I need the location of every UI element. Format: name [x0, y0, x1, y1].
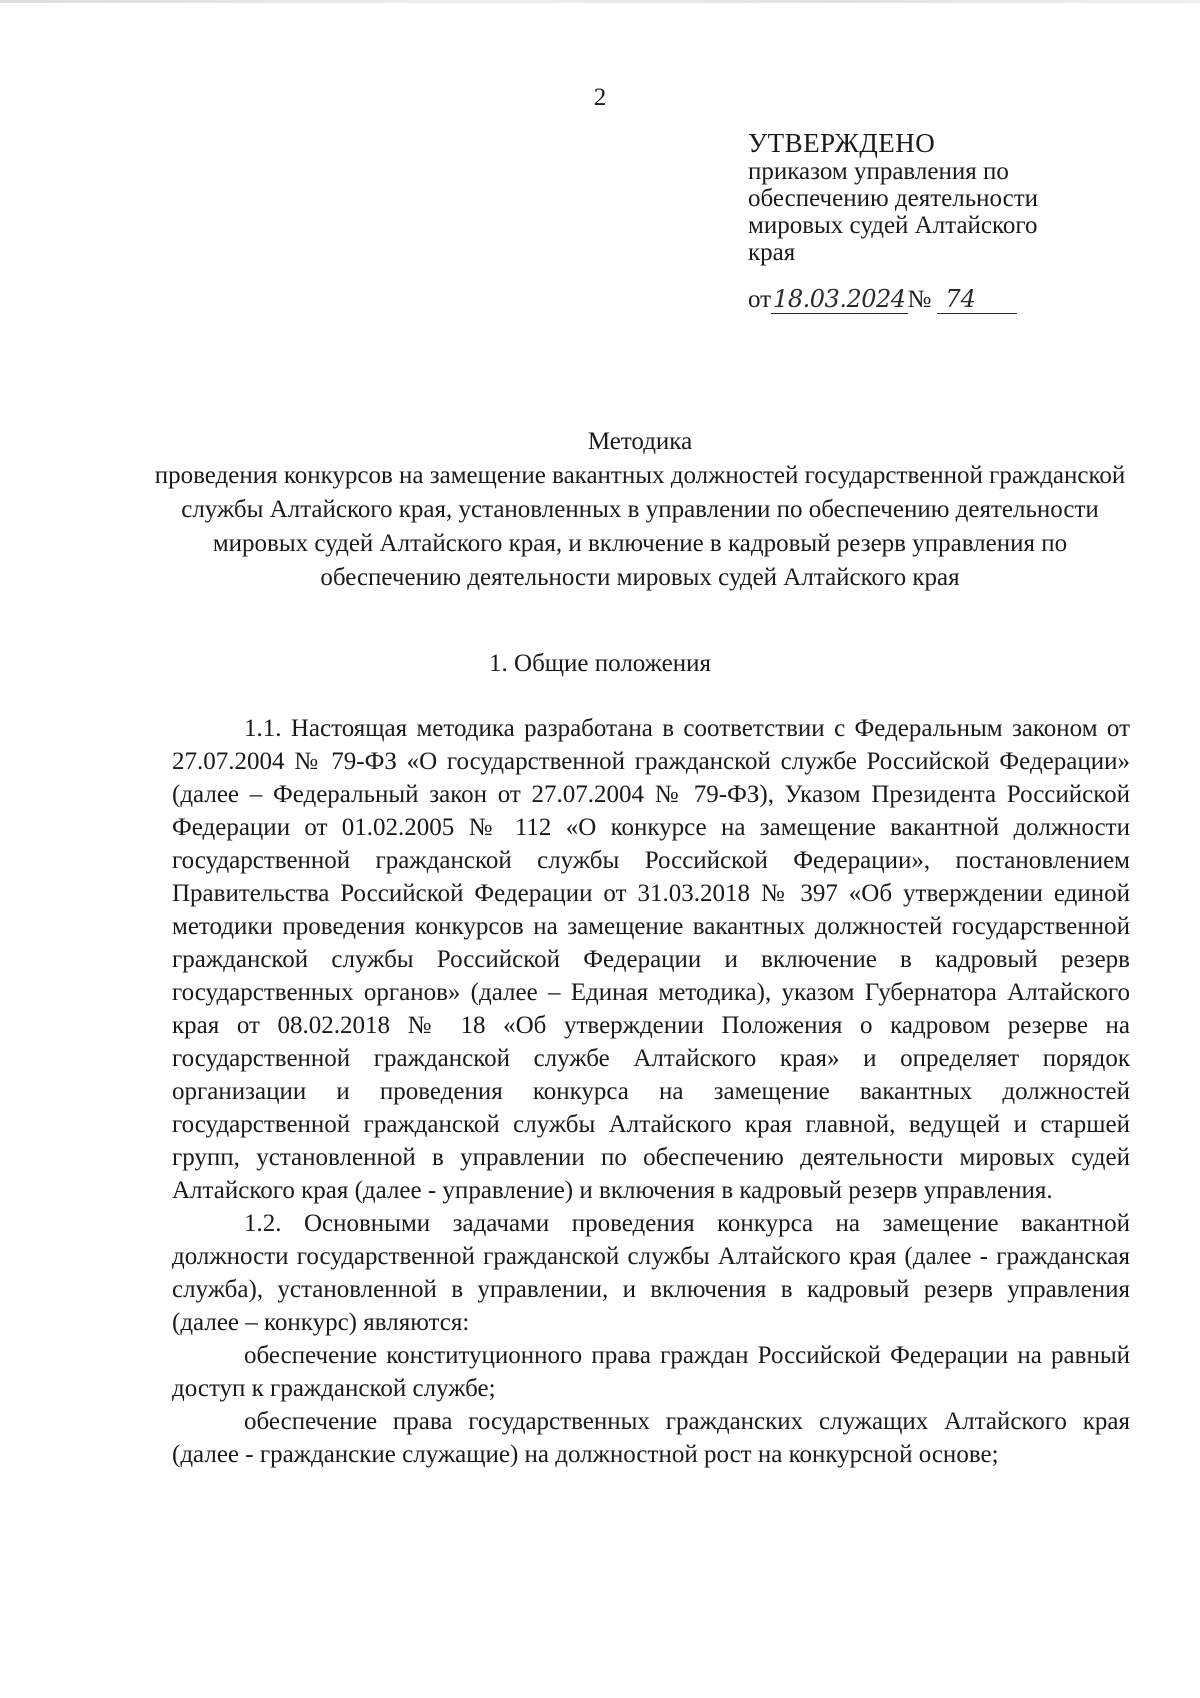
paragraph: 1.2. Основными задачами проведения конкурса на замещение вакантной должности государственной гражданской службы Алтайского края (далее - гражданская служба), установленной в управлении, и включения в кадровый резерв управления (далее – конкурс) являются: — [172, 1210, 1130, 1336]
approval-line: края — [748, 239, 796, 266]
approval-heading: УТВЕРЖДЕНО — [748, 128, 936, 158]
order-number-label: № — [907, 286, 932, 313]
section-heading: 1. Общие положения — [489, 650, 711, 677]
document-title-block — [150, 425, 1130, 595]
order-reference — [748, 286, 1128, 314]
paragraph: обеспечение конституционного права граждан Российской Федерации на равный доступ к гражданской службе; — [172, 1342, 1130, 1402]
order-prefix: от — [748, 286, 772, 313]
approval-line: приказом управления по — [748, 158, 1009, 185]
scan-edge — [0, 0, 1200, 3]
approval-stamp-block — [748, 128, 1128, 314]
order-number-handwritten: 74 — [937, 286, 1017, 314]
document-title: Методика — [587, 428, 693, 455]
document-body — [172, 712, 1130, 1471]
paragraph: обеспечение права государственных гражданских служащих Алтайского края (далее - гражданские служащие) на должностной рост на конкурсной основе; — [172, 1408, 1130, 1468]
approval-line: мировых судей Алтайского — [748, 212, 1038, 239]
order-date-handwritten: 18.03.2024 — [773, 285, 906, 313]
approval-line: обеспечению деятельности — [748, 185, 1039, 212]
document-subtitle: проведения конкурсов на замещение вакантных должностей государственной гражданской службы Алтайского края, установленных в управлении по обеспечению деятельности мировых судей Алтайского края, и включение в кадровый резерв управления по обеспечению деятельности мировых судей Алтайского края — [154, 462, 1126, 591]
paragraph: 1.1. Настоящая методика разработана в соответствии с Федеральным законом от 27.07.2004 № 79-ФЗ «О государственной гражданской службе Российской Федерации» (далее – Федеральный закон от 27.07.2004 № 79-ФЗ), Указом Президента Российской Федерации от 01.02.2005 № 112 «О конкурсе на замещение вакантной должности государственной гражданской службы Российской Федерации», постановлением Правительства Российской Федерации от 31.03.2018 № 397 «Об утверждении единой методики проведения конкурсов на замещение вакантных должностей государственной гражданской службы Российской Федерации и включение в кадровый резерв государственных органов» (далее – Единая методика), указом Губернатора Алтайского края от 08.02.2018 № 18 «Об утверждении Положения о кадровом резерве на государственной гражданской службе Алтайского края» и определяет порядок организации и проведения конкурса на замещение вакантных должностей государственной гражданской службы Алтайского края главной, ведущей и старшей групп, установленной в управлении по обеспечению деятельности мировых судей Алтайского края (далее - управление) и включения в кадровый резерв управления. — [172, 715, 1130, 1204]
page-number: 2 — [593, 84, 607, 111]
